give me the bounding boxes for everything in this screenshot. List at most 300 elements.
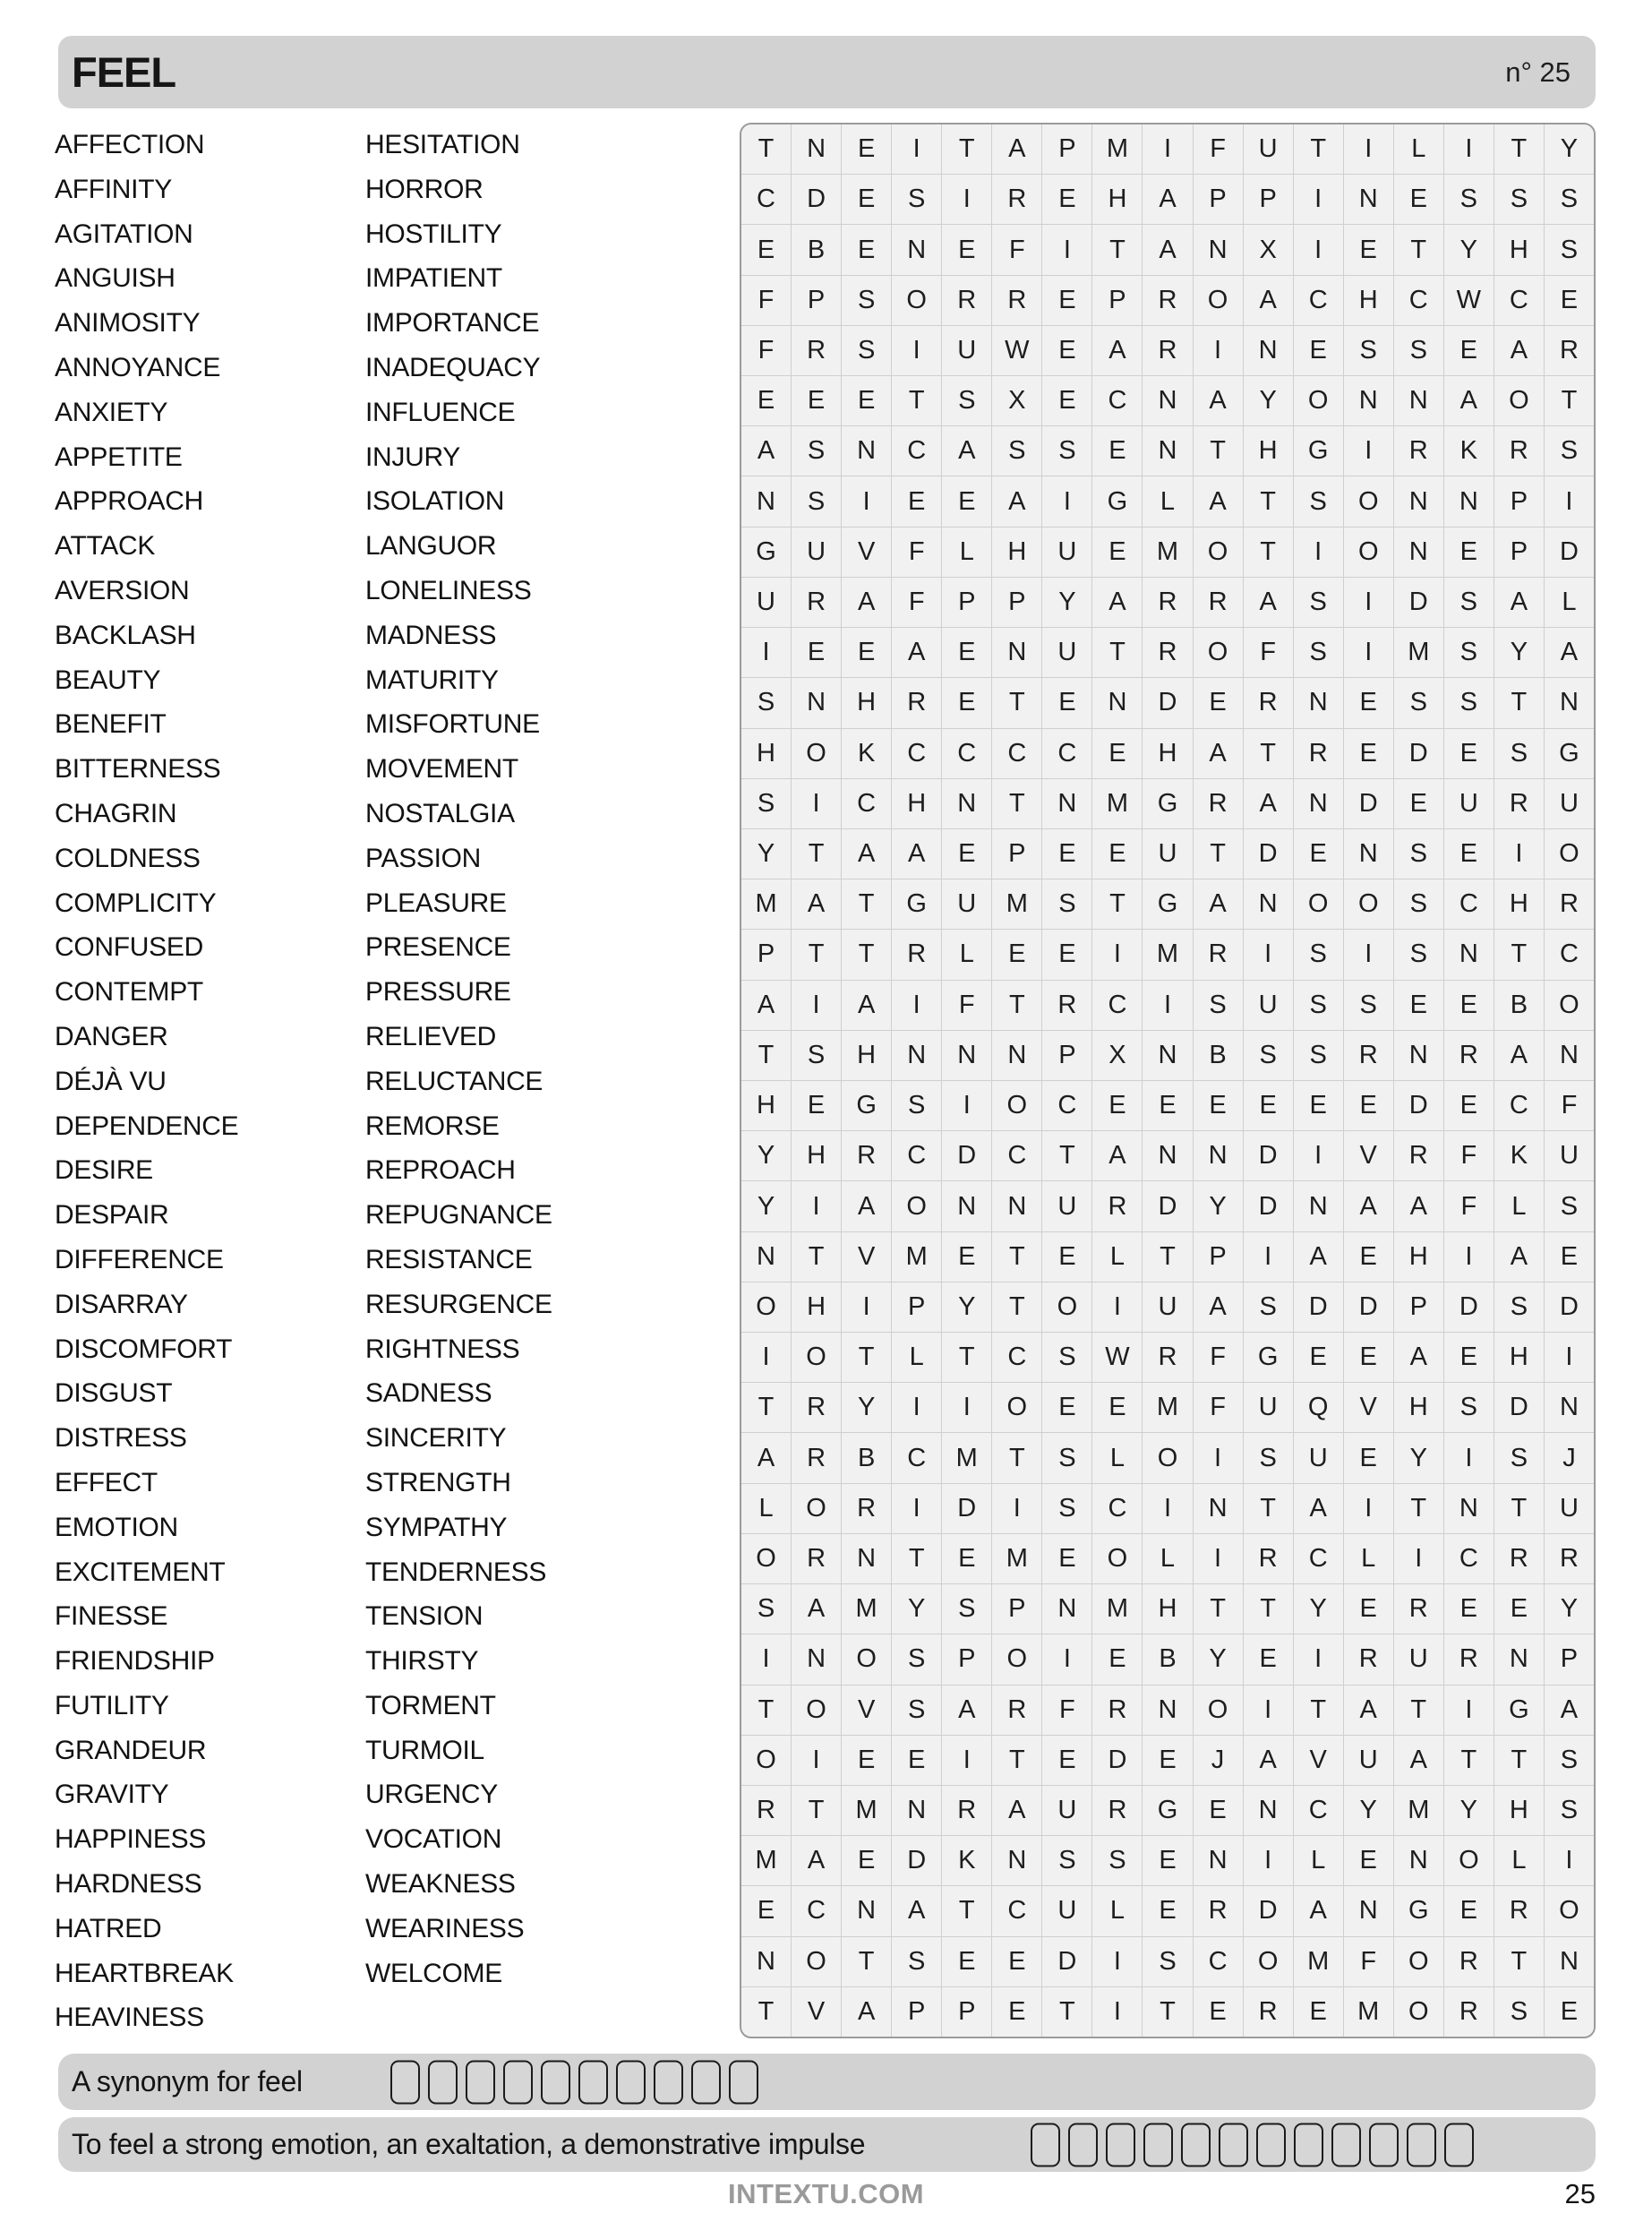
grid-cell[interactable]: R (1194, 578, 1243, 627)
grid-cell[interactable]: T (1394, 1686, 1443, 1735)
grid-cell[interactable]: I (892, 1383, 941, 1432)
grid-cell[interactable]: E (1092, 1634, 1142, 1684)
grid-cell[interactable]: T (1494, 1937, 1544, 1986)
grid-cell[interactable]: A (1394, 1736, 1443, 1785)
grid-cell[interactable]: E (1344, 1081, 1393, 1130)
grid-cell[interactable]: T (892, 1534, 941, 1583)
answer-letter-box[interactable] (503, 2060, 533, 2104)
answer-letter-box[interactable] (428, 2060, 458, 2104)
grid-cell[interactable]: W (1092, 1333, 1142, 1382)
grid-cell[interactable]: P (1042, 124, 1091, 174)
grid-cell[interactable]: O (792, 729, 841, 778)
grid-cell[interactable]: L (1394, 124, 1443, 174)
grid-cell[interactable]: T (992, 1232, 1041, 1282)
grid-cell[interactable]: O (1344, 879, 1393, 929)
grid-cell[interactable]: R (942, 1786, 991, 1835)
grid-cell[interactable]: S (792, 476, 841, 526)
grid-cell[interactable]: S (1394, 326, 1443, 375)
grid-cell[interactable]: D (1244, 1131, 1293, 1180)
grid-cell[interactable]: W (1444, 276, 1494, 325)
grid-cell[interactable]: U (942, 326, 991, 375)
grid-cell[interactable]: R (1143, 276, 1192, 325)
grid-cell[interactable]: R (1092, 1786, 1142, 1835)
grid-cell[interactable]: F (892, 528, 941, 577)
grid-cell[interactable]: N (1194, 1836, 1243, 1885)
grid-cell[interactable]: E (1444, 729, 1494, 778)
grid-cell[interactable]: I (1092, 1282, 1142, 1332)
grid-cell[interactable]: R (1092, 1181, 1142, 1231)
grid-cell[interactable]: E (1444, 829, 1494, 879)
grid-cell[interactable]: N (792, 124, 841, 174)
grid-cell[interactable]: E (992, 1937, 1041, 1986)
grid-cell[interactable]: A (992, 476, 1041, 526)
grid-cell[interactable]: A (942, 426, 991, 476)
grid-cell[interactable]: P (1494, 476, 1544, 526)
grid-cell[interactable]: C (1444, 879, 1494, 929)
grid-cell[interactable]: R (1092, 1686, 1142, 1735)
grid-cell[interactable]: S (1042, 1333, 1091, 1382)
grid-cell[interactable]: O (1194, 628, 1243, 677)
grid-cell[interactable]: A (992, 124, 1041, 174)
grid-cell[interactable]: A (1394, 1181, 1443, 1231)
grid-cell[interactable]: T (1042, 1131, 1091, 1180)
grid-cell[interactable]: M (892, 1232, 941, 1282)
grid-cell[interactable]: I (792, 1736, 841, 1785)
grid-cell[interactable]: Y (741, 829, 791, 879)
grid-cell[interactable]: T (1244, 528, 1293, 577)
grid-cell[interactable]: A (842, 829, 891, 879)
grid-cell[interactable]: E (1194, 1081, 1243, 1130)
grid-cell[interactable]: A (1194, 879, 1243, 929)
grid-cell[interactable]: E (1042, 1232, 1091, 1282)
grid-cell[interactable]: N (1294, 779, 1343, 828)
grid-cell[interactable]: C (1194, 1937, 1243, 1986)
grid-cell[interactable]: E (1494, 1584, 1544, 1634)
grid-cell[interactable]: S (1545, 426, 1594, 476)
answer-letter-box[interactable] (1331, 2123, 1361, 2166)
grid-cell[interactable]: I (741, 1333, 791, 1382)
grid-cell[interactable]: M (741, 879, 791, 929)
grid-cell[interactable]: N (992, 1031, 1041, 1080)
grid-cell[interactable]: R (992, 276, 1041, 325)
grid-cell[interactable]: I (892, 981, 941, 1030)
grid-cell[interactable]: A (842, 578, 891, 627)
grid-cell[interactable]: A (1394, 1333, 1443, 1382)
grid-cell[interactable]: F (741, 326, 791, 375)
grid-cell[interactable]: E (1545, 1987, 1594, 2037)
grid-cell[interactable]: A (741, 426, 791, 476)
grid-cell[interactable]: I (792, 779, 841, 828)
grid-cell[interactable]: R (942, 276, 991, 325)
grid-cell[interactable]: F (892, 578, 941, 627)
grid-cell[interactable]: E (1092, 426, 1142, 476)
grid-cell[interactable]: S (942, 376, 991, 425)
grid-cell[interactable]: B (842, 1433, 891, 1482)
grid-cell[interactable]: C (1092, 981, 1142, 1030)
grid-cell[interactable]: Q (1294, 1383, 1343, 1432)
grid-cell[interactable]: E (842, 1736, 891, 1785)
grid-cell[interactable]: C (1294, 276, 1343, 325)
grid-cell[interactable]: A (1092, 1131, 1142, 1180)
grid-cell[interactable]: U (741, 578, 791, 627)
grid-cell[interactable]: S (1494, 1433, 1544, 1482)
grid-cell[interactable]: I (1143, 124, 1192, 174)
grid-cell[interactable]: D (1394, 1081, 1443, 1130)
grid-cell[interactable]: C (1444, 1534, 1494, 1583)
grid-cell[interactable]: F (992, 225, 1041, 274)
grid-cell[interactable]: E (1344, 1333, 1393, 1382)
grid-cell[interactable]: Y (1244, 376, 1293, 425)
grid-cell[interactable]: T (1494, 1736, 1544, 1785)
grid-cell[interactable]: E (741, 1886, 791, 1935)
grid-cell[interactable]: T (792, 930, 841, 979)
grid-cell[interactable]: A (1244, 779, 1293, 828)
grid-cell[interactable]: G (1143, 879, 1192, 929)
grid-cell[interactable]: E (1394, 779, 1443, 828)
grid-cell[interactable]: N (842, 1886, 891, 1935)
grid-cell[interactable]: Y (1494, 628, 1544, 677)
grid-cell[interactable]: F (741, 276, 791, 325)
grid-cell[interactable]: E (942, 1937, 991, 1986)
grid-cell[interactable]: A (892, 628, 941, 677)
grid-cell[interactable]: E (1194, 1786, 1243, 1835)
grid-cell[interactable]: T (1545, 376, 1594, 425)
grid-cell[interactable]: T (942, 1333, 991, 1382)
grid-cell[interactable]: N (1545, 1937, 1594, 1986)
grid-cell[interactable]: T (992, 1282, 1041, 1332)
grid-cell[interactable]: T (992, 678, 1041, 727)
grid-cell[interactable]: S (741, 779, 791, 828)
grid-cell[interactable]: A (1494, 1031, 1544, 1080)
grid-cell[interactable]: E (1444, 528, 1494, 577)
grid-cell[interactable]: N (1143, 1031, 1192, 1080)
grid-cell[interactable]: E (1092, 729, 1142, 778)
grid-cell[interactable]: S (842, 326, 891, 375)
grid-cell[interactable]: I (1042, 225, 1091, 274)
grid-cell[interactable]: T (1294, 124, 1343, 174)
grid-cell[interactable]: G (1545, 729, 1594, 778)
grid-cell[interactable]: C (842, 779, 891, 828)
grid-cell[interactable]: I (942, 1736, 991, 1785)
grid-cell[interactable]: O (741, 1282, 791, 1332)
grid-cell[interactable]: R (1143, 326, 1192, 375)
grid-cell[interactable]: N (1394, 1031, 1443, 1080)
grid-cell[interactable]: A (1494, 578, 1544, 627)
grid-cell[interactable]: T (741, 1686, 791, 1735)
answer-letter-box[interactable] (466, 2060, 495, 2104)
grid-cell[interactable]: N (1394, 476, 1443, 526)
grid-cell[interactable]: E (942, 225, 991, 274)
grid-cell[interactable]: D (1394, 729, 1443, 778)
grid-cell[interactable]: M (842, 1584, 891, 1634)
grid-cell[interactable]: E (1092, 829, 1142, 879)
grid-cell[interactable]: T (842, 1333, 891, 1382)
grid-cell[interactable]: N (1294, 678, 1343, 727)
grid-cell[interactable]: T (1092, 628, 1142, 677)
grid-cell[interactable]: L (1092, 1433, 1142, 1482)
grid-cell[interactable]: T (792, 1786, 841, 1835)
grid-cell[interactable]: I (1194, 326, 1243, 375)
grid-cell[interactable]: U (942, 879, 991, 929)
grid-cell[interactable]: R (992, 1686, 1041, 1735)
grid-cell[interactable]: N (1042, 779, 1091, 828)
grid-cell[interactable]: S (892, 175, 941, 224)
grid-cell[interactable]: R (1494, 1534, 1544, 1583)
grid-cell[interactable]: I (1344, 1484, 1393, 1533)
grid-cell[interactable]: H (1344, 276, 1393, 325)
grid-cell[interactable]: C (892, 1433, 941, 1482)
grid-cell[interactable]: E (942, 628, 991, 677)
grid-cell[interactable]: S (741, 1584, 791, 1634)
grid-cell[interactable]: E (1344, 225, 1393, 274)
grid-cell[interactable]: N (1344, 829, 1393, 879)
grid-cell[interactable]: E (1092, 1081, 1142, 1130)
grid-cell[interactable]: U (1042, 1886, 1091, 1935)
grid-cell[interactable]: S (1394, 829, 1443, 879)
grid-cell[interactable]: X (992, 376, 1041, 425)
grid-cell[interactable]: T (1294, 1686, 1343, 1735)
grid-cell[interactable]: O (1092, 1534, 1142, 1583)
grid-cell[interactable]: R (1394, 426, 1443, 476)
grid-cell[interactable]: L (1494, 1181, 1544, 1231)
grid-cell[interactable]: D (1294, 1282, 1343, 1332)
grid-cell[interactable]: P (992, 1584, 1041, 1634)
grid-cell[interactable]: S (1545, 1736, 1594, 1785)
grid-cell[interactable]: E (1042, 276, 1091, 325)
grid-cell[interactable]: Y (1545, 1584, 1594, 1634)
grid-cell[interactable]: E (1344, 1433, 1393, 1482)
grid-cell[interactable]: T (1494, 678, 1544, 727)
answer-letter-box[interactable] (654, 2060, 683, 2104)
grid-cell[interactable]: S (1494, 1282, 1544, 1332)
answer-letter-box[interactable] (1294, 2123, 1323, 2166)
grid-cell[interactable]: M (992, 879, 1041, 929)
grid-cell[interactable]: A (1494, 326, 1544, 375)
grid-cell[interactable]: E (842, 124, 891, 174)
grid-cell[interactable]: L (1494, 1836, 1544, 1885)
grid-cell[interactable]: L (892, 1333, 941, 1382)
grid-cell[interactable]: D (1344, 1282, 1393, 1332)
grid-cell[interactable]: E (1092, 528, 1142, 577)
grid-cell[interactable]: R (1244, 678, 1293, 727)
grid-cell[interactable]: R (1394, 1584, 1443, 1634)
grid-cell[interactable]: E (1344, 1584, 1393, 1634)
grid-cell[interactable]: M (1344, 1987, 1393, 2037)
grid-cell[interactable]: R (892, 930, 941, 979)
grid-cell[interactable]: E (1444, 1333, 1494, 1382)
grid-cell[interactable]: D (1143, 678, 1192, 727)
grid-cell[interactable]: C (1494, 276, 1544, 325)
grid-cell[interactable]: S (792, 1031, 841, 1080)
grid-cell[interactable]: T (792, 1232, 841, 1282)
grid-cell[interactable]: Y (1294, 1584, 1343, 1634)
grid-cell[interactable]: C (1294, 1786, 1343, 1835)
grid-cell[interactable]: F (1545, 1081, 1594, 1130)
grid-cell[interactable]: O (992, 1383, 1041, 1432)
grid-cell[interactable]: T (1244, 476, 1293, 526)
grid-cell[interactable]: N (942, 779, 991, 828)
grid-cell[interactable]: E (842, 628, 891, 677)
answer-letter-box[interactable] (1407, 2123, 1436, 2166)
grid-cell[interactable]: T (741, 124, 791, 174)
grid-cell[interactable]: T (1194, 829, 1243, 879)
grid-cell[interactable]: I (1244, 1836, 1293, 1885)
grid-cell[interactable]: H (1494, 1786, 1544, 1835)
grid-cell[interactable]: A (792, 879, 841, 929)
grid-cell[interactable]: U (1545, 1131, 1594, 1180)
grid-cell[interactable]: S (1444, 175, 1494, 224)
grid-cell[interactable]: I (1444, 124, 1494, 174)
grid-cell[interactable]: A (1092, 578, 1142, 627)
grid-cell[interactable]: N (992, 628, 1041, 677)
grid-cell[interactable]: D (1092, 1736, 1142, 1785)
grid-cell[interactable]: E (1294, 326, 1343, 375)
grid-cell[interactable]: C (992, 1333, 1041, 1382)
grid-cell[interactable]: N (892, 1786, 941, 1835)
grid-cell[interactable]: I (1042, 1634, 1091, 1684)
answer-letter-box[interactable] (1444, 2123, 1474, 2166)
grid-cell[interactable]: G (1143, 779, 1192, 828)
grid-cell[interactable]: E (942, 1232, 991, 1282)
grid-cell[interactable]: V (1344, 1131, 1393, 1180)
answer-letter-box[interactable] (616, 2060, 646, 2104)
grid-cell[interactable]: G (842, 1081, 891, 1130)
grid-cell[interactable]: U (1143, 1282, 1192, 1332)
grid-cell[interactable]: M (842, 1786, 891, 1835)
grid-cell[interactable]: D (1244, 1181, 1293, 1231)
grid-cell[interactable]: R (1244, 1534, 1293, 1583)
grid-cell[interactable]: I (1344, 930, 1393, 979)
grid-cell[interactable]: F (1194, 1383, 1243, 1432)
grid-cell[interactable]: L (1344, 1534, 1393, 1583)
grid-cell[interactable]: N (1545, 1031, 1594, 1080)
grid-cell[interactable]: E (1143, 1836, 1192, 1885)
grid-cell[interactable]: A (1545, 1686, 1594, 1735)
grid-cell[interactable]: A (842, 1181, 891, 1231)
grid-cell[interactable]: R (1143, 578, 1192, 627)
grid-cell[interactable]: B (1143, 1634, 1192, 1684)
grid-cell[interactable]: Y (942, 1282, 991, 1332)
grid-cell[interactable]: R (1344, 1031, 1393, 1080)
grid-cell[interactable]: C (1092, 1484, 1142, 1533)
grid-cell[interactable]: O (1394, 1937, 1443, 1986)
grid-cell[interactable]: E (1294, 1333, 1343, 1382)
grid-cell[interactable]: N (1294, 1181, 1343, 1231)
grid-cell[interactable]: E (1545, 276, 1594, 325)
grid-cell[interactable]: H (842, 678, 891, 727)
grid-cell[interactable]: R (1444, 1937, 1494, 1986)
grid-cell[interactable]: G (1394, 1886, 1443, 1935)
grid-cell[interactable]: M (942, 1433, 991, 1482)
grid-cell[interactable]: C (992, 729, 1041, 778)
grid-cell[interactable]: C (992, 1886, 1041, 1935)
grid-cell[interactable]: C (892, 426, 941, 476)
grid-cell[interactable]: L (942, 930, 991, 979)
grid-cell[interactable]: N (1394, 1836, 1443, 1885)
grid-cell[interactable]: P (1545, 1634, 1594, 1684)
grid-cell[interactable]: Y (1042, 578, 1091, 627)
answer-letter-box[interactable] (1369, 2123, 1399, 2166)
grid-cell[interactable]: O (1545, 1886, 1594, 1935)
grid-cell[interactable]: H (1092, 175, 1142, 224)
grid-cell[interactable]: R (792, 1433, 841, 1482)
grid-cell[interactable]: I (1444, 1433, 1494, 1482)
grid-cell[interactable]: C (1294, 1534, 1343, 1583)
grid-cell[interactable]: R (1444, 1987, 1494, 2037)
grid-cell[interactable]: O (1494, 376, 1544, 425)
grid-cell[interactable]: R (1344, 1634, 1393, 1684)
grid-cell[interactable]: I (1294, 175, 1343, 224)
grid-cell[interactable]: P (992, 578, 1041, 627)
grid-cell[interactable]: P (1394, 1282, 1443, 1332)
grid-cell[interactable]: P (942, 578, 991, 627)
grid-cell[interactable]: V (842, 528, 891, 577)
grid-cell[interactable]: H (1494, 879, 1544, 929)
grid-cell[interactable]: E (1294, 829, 1343, 879)
grid-cell[interactable]: F (1194, 1333, 1243, 1382)
grid-cell[interactable]: I (1294, 1634, 1343, 1684)
grid-cell[interactable]: S (1194, 981, 1243, 1030)
grid-cell[interactable]: N (1143, 1131, 1192, 1180)
grid-cell[interactable]: I (1294, 225, 1343, 274)
grid-cell[interactable]: O (892, 276, 941, 325)
grid-cell[interactable]: I (892, 124, 941, 174)
grid-cell[interactable]: O (1294, 879, 1343, 929)
grid-cell[interactable]: H (892, 779, 941, 828)
grid-cell[interactable]: R (1394, 1131, 1443, 1180)
grid-cell[interactable]: R (792, 326, 841, 375)
grid-cell[interactable]: O (1394, 1987, 1443, 2037)
grid-cell[interactable]: E (842, 376, 891, 425)
grid-cell[interactable]: S (1494, 729, 1544, 778)
grid-cell[interactable]: E (1042, 1383, 1091, 1432)
grid-cell[interactable]: N (1444, 1484, 1494, 1533)
grid-cell[interactable]: N (741, 1937, 791, 1986)
grid-cell[interactable]: O (1194, 1686, 1243, 1735)
grid-cell[interactable]: S (1294, 930, 1343, 979)
grid-cell[interactable]: O (1244, 1937, 1293, 1986)
grid-cell[interactable]: L (1092, 1232, 1142, 1282)
grid-cell[interactable]: P (942, 1634, 991, 1684)
grid-cell[interactable]: H (1394, 1383, 1443, 1432)
grid-cell[interactable]: T (992, 981, 1041, 1030)
grid-cell[interactable]: O (1444, 1836, 1494, 1885)
grid-cell[interactable]: D (1244, 1886, 1293, 1935)
grid-cell[interactable]: R (1494, 426, 1544, 476)
grid-cell[interactable]: D (1494, 1383, 1544, 1432)
grid-cell[interactable]: U (1042, 1181, 1091, 1231)
grid-cell[interactable]: O (1344, 476, 1393, 526)
grid-cell[interactable]: P (1042, 1031, 1091, 1080)
grid-cell[interactable]: U (1394, 1634, 1443, 1684)
grid-cell[interactable]: I (942, 175, 991, 224)
grid-cell[interactable]: M (1394, 1786, 1443, 1835)
grid-cell[interactable]: E (741, 376, 791, 425)
grid-cell[interactable]: A (1244, 1736, 1293, 1785)
grid-cell[interactable]: T (1244, 1484, 1293, 1533)
grid-cell[interactable]: L (1143, 1534, 1192, 1583)
grid-cell[interactable]: N (892, 225, 941, 274)
grid-cell[interactable]: E (1444, 981, 1494, 1030)
grid-cell[interactable]: N (1394, 376, 1443, 425)
grid-cell[interactable]: S (1494, 175, 1544, 224)
grid-cell[interactable]: I (1143, 1484, 1192, 1533)
grid-cell[interactable]: I (1092, 1937, 1142, 1986)
grid-cell[interactable]: N (741, 1232, 791, 1282)
grid-cell[interactable]: H (1143, 1584, 1192, 1634)
grid-cell[interactable]: T (1394, 225, 1443, 274)
grid-cell[interactable]: I (741, 1634, 791, 1684)
